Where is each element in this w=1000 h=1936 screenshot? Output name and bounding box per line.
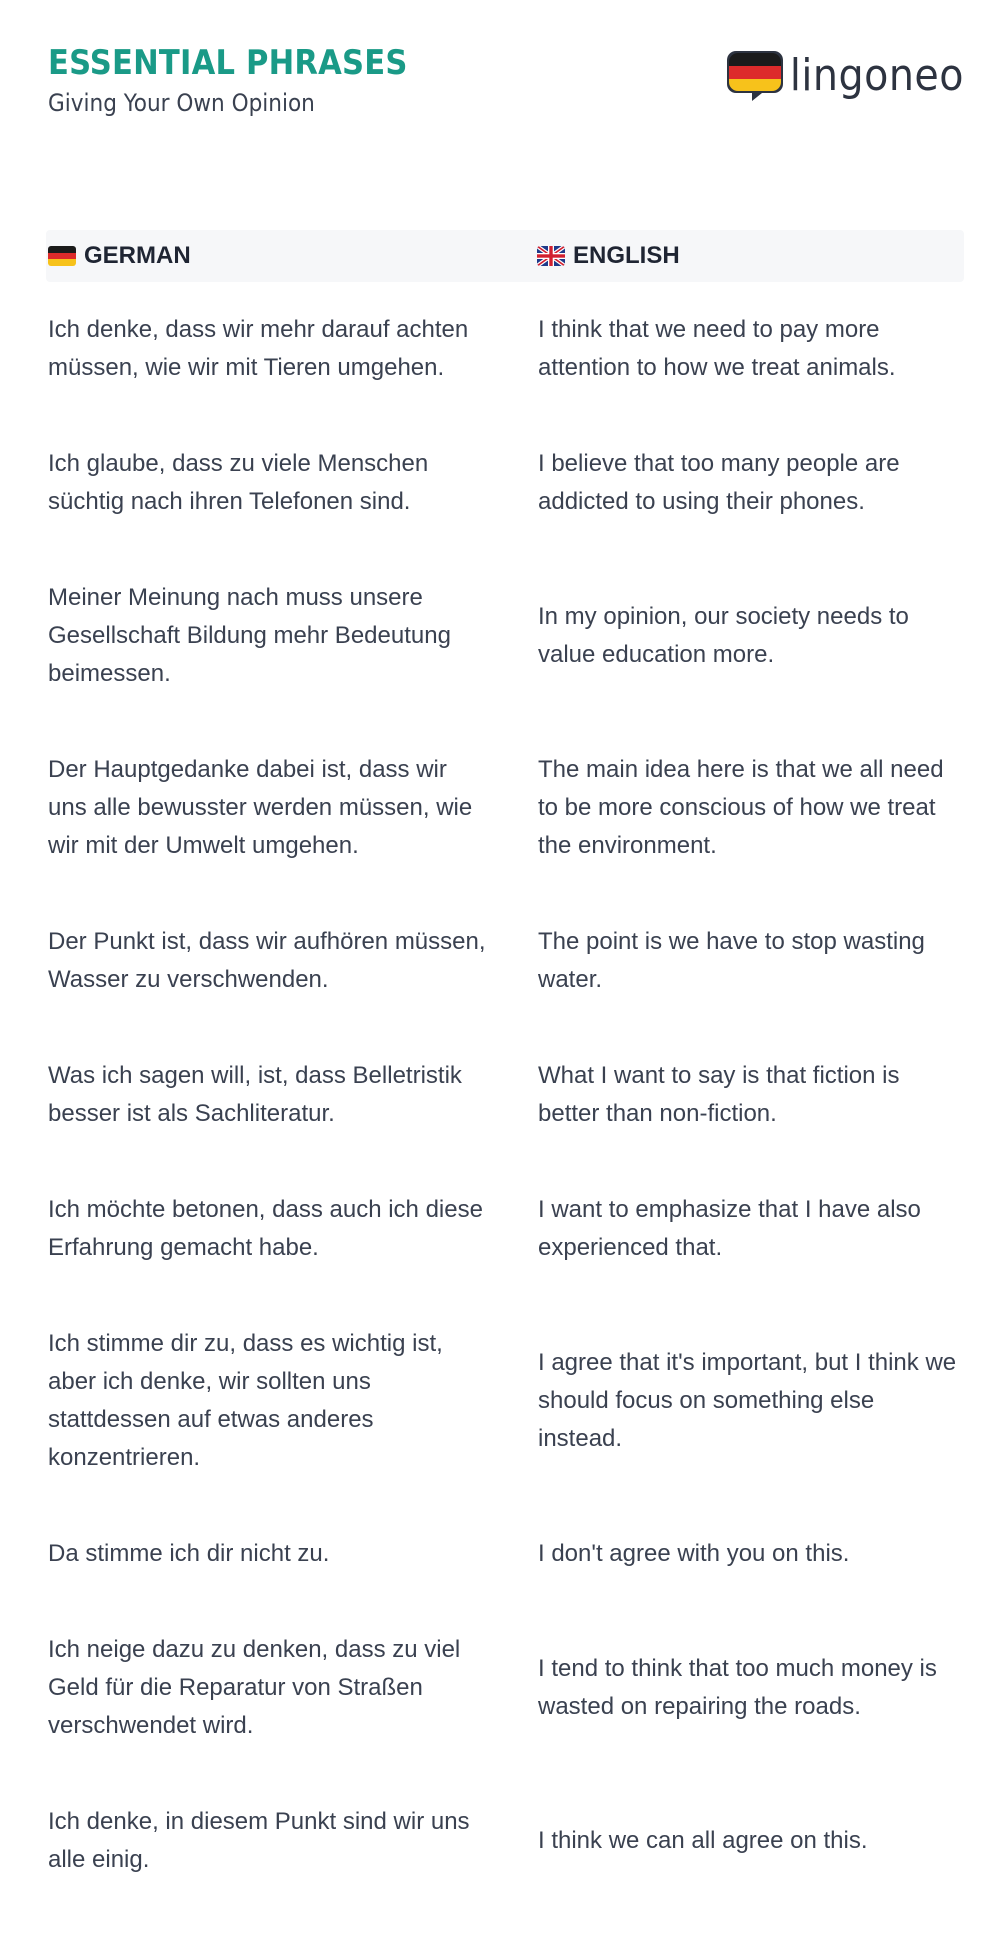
english-phrase: What I want to say is that fiction is better than non-fiction. — [538, 1062, 900, 1127]
german-phrase: Ich neige dazu zu denken, dass zu viel Geld für die Reparatur von Straßen verschwendet wird. — [48, 1636, 461, 1739]
table-row — [48, 1506, 964, 1602]
german-phrase: Da stimme ich dir nicht zu. — [48, 1540, 330, 1567]
german-phrase: Der Punkt ist, dass wir aufhören müssen, Wasser zu verschwenden. — [48, 928, 486, 993]
german-flag-icon — [48, 246, 84, 266]
phrase-table — [48, 282, 964, 1908]
german-phrase: Der Hauptgedanke dabei ist, dass wir uns alle bewusster werden müssen, wie wir mit der Umwelt umgehen. — [48, 756, 473, 859]
table-row — [48, 894, 964, 1028]
column-header-german — [48, 242, 191, 270]
german-phrase: Ich denke, in diesem Punkt sind wir uns alle einig. — [48, 1808, 470, 1873]
german-speech-bubble-icon — [726, 50, 784, 102]
german-phrase: Was ich sagen will, ist, dass Belletristik besser ist als Sachliteratur. — [48, 1062, 462, 1127]
brand-logo[interactable] — [726, 50, 964, 102]
page-header — [48, 42, 964, 132]
column-header-german-label: GERMAN — [84, 242, 191, 269]
table-row — [48, 550, 964, 722]
table-row — [48, 1028, 964, 1162]
table-row — [48, 722, 964, 894]
english-phrase: The point is we have to stop wasting water. — [538, 928, 925, 993]
uk-flag-icon — [537, 246, 573, 266]
table-header — [46, 230, 964, 282]
table-row — [48, 1774, 964, 1908]
english-phrase: In my opinion, our society needs to value education more. — [538, 603, 909, 668]
german-phrase: Ich glaube, dass zu viele Menschen süchtig nach ihren Telefonen sind. — [48, 450, 429, 515]
german-phrase: Meiner Meinung nach muss unsere Gesellschaft Bildung mehr Bedeutung beimessen. — [48, 584, 451, 687]
english-phrase: I believe that too many people are addicted to using their phones. — [538, 450, 900, 515]
english-phrase: I think we can all agree on this. — [538, 1827, 868, 1854]
page-title: ESSENTIAL PHRASES — [48, 43, 408, 83]
english-phrase: The main idea here is that we all need to be more conscious of how we treat the environment. — [538, 756, 944, 859]
german-phrase: Ich stimme dir zu, dass es wichtig ist, aber ich denke, wir sollten uns stattdessen auf etwas anderes konzentrieren. — [48, 1330, 443, 1471]
table-row — [48, 416, 964, 550]
english-phrase: I think that we need to pay more attention to how we treat animals. — [538, 316, 896, 381]
german-phrase: Ich denke, dass wir mehr darauf achten müssen, wie wir mit Tieren umgehen. — [48, 316, 469, 381]
english-phrase: I agree that it's important, but I think we should focus on something else instead. — [538, 1349, 957, 1452]
table-row — [48, 1296, 964, 1506]
english-phrase: I want to emphasize that I have also experienced that. — [538, 1196, 921, 1261]
logo-text: lingoneo — [789, 50, 964, 101]
english-phrase: I don't agree with you on this. — [538, 1540, 850, 1567]
column-header-english-label: ENGLISH — [573, 242, 680, 269]
english-phrase: I tend to think that too much money is wasted on repairing the roads. — [538, 1655, 937, 1720]
table-row — [48, 1602, 964, 1774]
page-subtitle: Giving Your Own Opinion — [48, 89, 315, 117]
table-row — [48, 1162, 964, 1296]
table-row — [48, 282, 964, 416]
column-header-english — [537, 242, 680, 270]
german-phrase: Ich möchte betonen, dass auch ich diese Erfahrung gemacht habe. — [48, 1196, 483, 1261]
